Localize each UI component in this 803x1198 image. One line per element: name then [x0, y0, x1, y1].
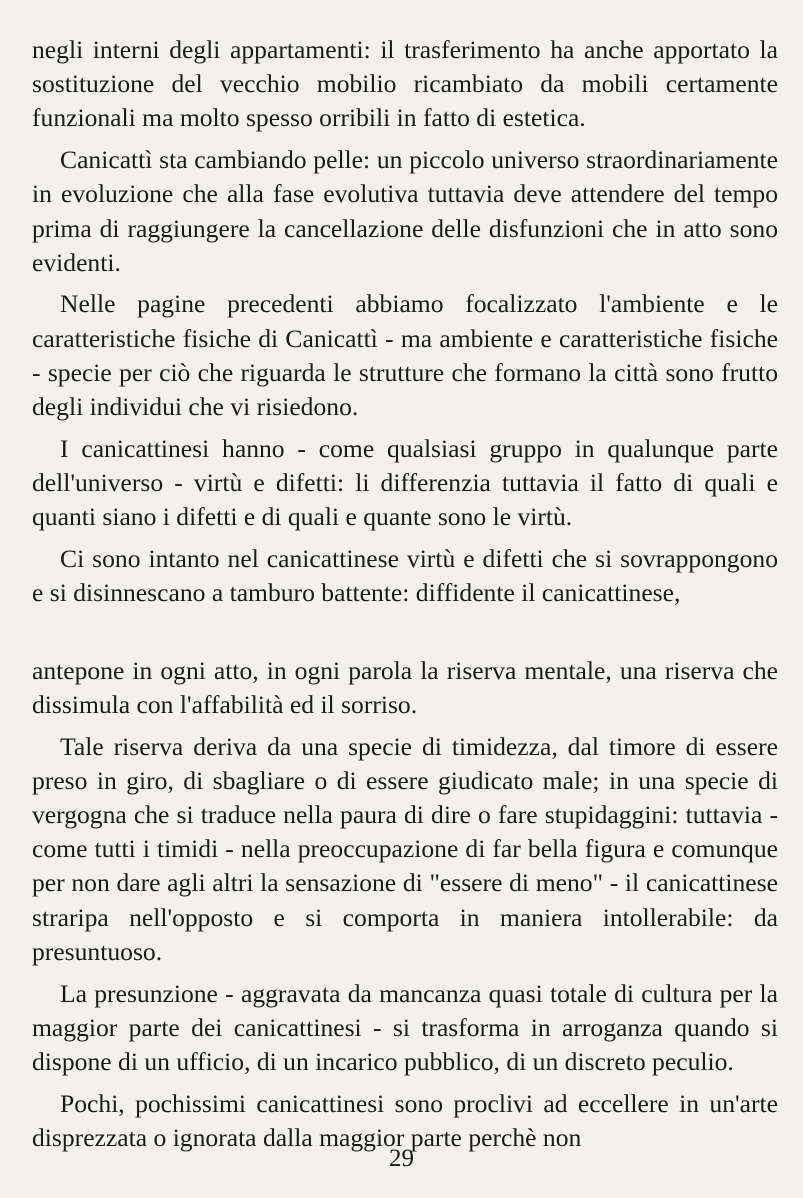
blank-line-gap — [32, 618, 778, 654]
body-text — [32, 33, 778, 1163]
paragraph: Nelle pagine precedenti abbiamo focalizzato l'ambiente e le caratteristiche fisiche di Canicattì - ma ambiente e caratteristiche fisiche - specie per ciò che riguarda le strutture che formano la città sono frutto degli individui che vi risiedono. — [32, 289, 778, 422]
paragraph: negli interni degli appartamenti: il trasferimento ha anche apportato la sostituzione del vecchio mobilio ricambiato da mobili certamente funzionali ma molto spesso orribili in fatto di estetica. — [32, 35, 778, 133]
paragraph: I canicattinesi hanno - come qualsiasi gruppo in qualunque parte dell'universo - virtù e difetti: li differenzia tuttavia il fatto di quali e quanti siano i difetti e di quali e quante sono le virtù. — [32, 433, 778, 532]
paragraph: antepone in ogni atto, in ogni parola la riserva mentale, una riserva che dissimula con l'affabilità ed il sorriso. — [32, 655, 778, 719]
paragraph: Canicattì sta cambiando pelle: un piccolo universo straordinariamente in evoluzione che alla fase evolutiva tuttavia deve attendere del tempo prima di raggiungere la cancellazione delle disfunzioni che in atto sono evidenti. — [32, 145, 778, 277]
page-number: 29 — [389, 1145, 414, 1172]
paragraph: La presunzione - aggravata da mancanza quasi totale di cultura per la maggior parte dei canicattinesi - si trasforma in arroganza quando si dispone di un ufficio, di un incarico pubblico, di un discreto peculio. — [32, 978, 778, 1076]
paragraph: Pochi, pochissimi canicattinesi sono proclivi ad eccellere in un'arte disprezzata o ignorata dalla maggior parte perchè non — [32, 1088, 778, 1152]
paragraph: Tale riserva deriva da una specie di timidezza, dal timore di essere preso in giro, di sbagliare o di essere giudicato male; in una specie di vergogna che si traduce nella paura di dire o fare stupidaggini: tuttavia - come tutti i timidi - nella preoccupazione di far bella figura e comunque per non dare agli altri la sensazione di "essere di meno" - il canicattinese straripa nell'opposto e si comporta in maniera intollerabile: da presuntuoso. — [32, 731, 778, 966]
paragraph: Ci sono intanto nel canicattinese virtù e difetti che si sovrappongono e si disinnescano a tamburo battente: diffidente il canicattinese, — [32, 543, 778, 608]
